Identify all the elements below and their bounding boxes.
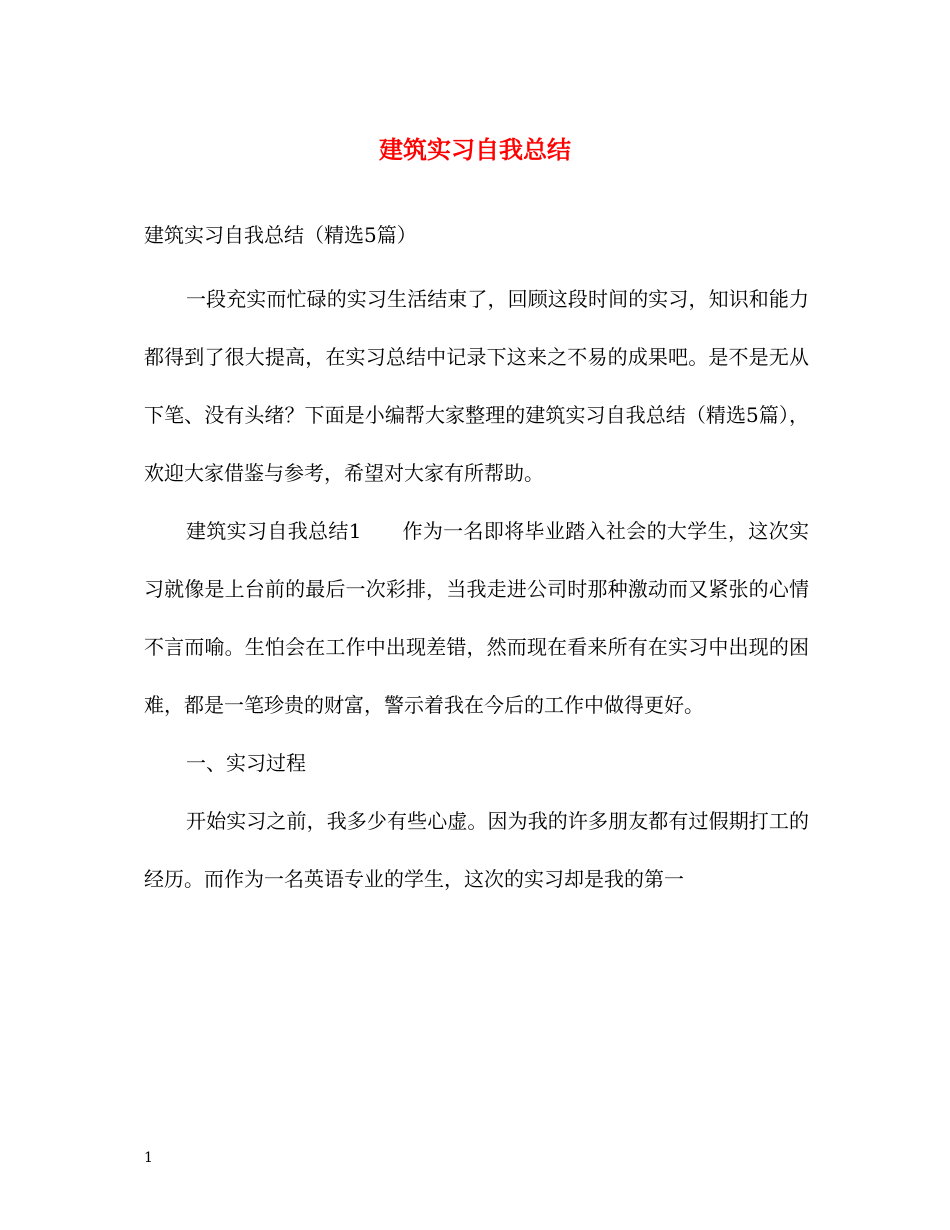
document-body: [144, 212, 809, 908]
document-title: 建筑实习自我总结: [379, 135, 571, 164]
intro-paragraph: 一段充实而忙碌的实习生活结束了，回顾这段时间的实习，知识和能力都得到了很大提高，在实习总结中记录下这来之不易的成果吧。是不是无从下笔、没有头绪？下面是小编帮大家整理的建筑实习自我总结（精选5篇），欢迎大家借鉴与参考，希望对大家有所帮助。: [144, 287, 809, 485]
subtitle-paragraph: 建筑实习自我总结（精选5篇）: [144, 223, 417, 247]
internship-process-paragraph: 开始实习之前，我多少有些心虚。因为我的许多朋友都有过假期打工的经历。而作为一名英语专业的学生，这次的实习却是我的第一: [144, 809, 809, 891]
page-number: 1: [144, 1150, 153, 1166]
section-heading: 一、实习过程: [186, 751, 306, 775]
summary-1-paragraph: 建筑实习自我总结1 作为一名即将毕业踏入社会的大学生，这次实习就像是上台前的最后一次彩排，当我走进公司时那种激动而又紧张的心情不言而喻。生怕会在工作中出现差错，然而现在看来所有在实习中出现的困难，都是一笔珍贵的财富，警示着我在今后的工作中做得更好。: [144, 519, 809, 717]
